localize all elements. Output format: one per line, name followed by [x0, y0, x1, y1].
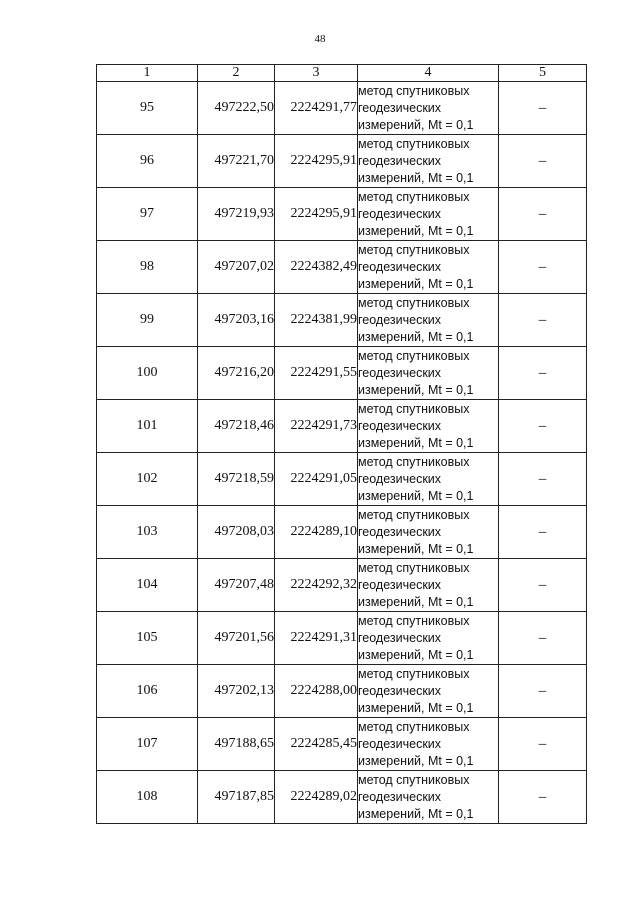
method-cell: [358, 400, 499, 453]
method-line-3: измерений, Mt = 0,1: [358, 700, 474, 715]
x-coordinate-cell: 497207,48: [198, 559, 275, 612]
table-row: [97, 453, 587, 506]
table-row: [97, 559, 587, 612]
method-cell: [358, 188, 499, 241]
y-coordinate-cell: 2224288,00: [275, 665, 358, 718]
method-line-3: измерений, Mt = 0,1: [358, 435, 474, 450]
y-coordinate-cell: 2224382,49: [275, 241, 358, 294]
table-row: [97, 188, 587, 241]
x-coordinate-cell: 497203,16: [198, 294, 275, 347]
table-row: [97, 665, 587, 718]
method-line-3: измерений, Mt = 0,1: [358, 276, 474, 291]
table-row: [97, 241, 587, 294]
table-row: [97, 400, 587, 453]
table-row: [97, 506, 587, 559]
note-cell: –: [499, 559, 587, 612]
x-coordinate-cell: 497207,02: [198, 241, 275, 294]
note-cell: –: [499, 718, 587, 771]
method-line-2: геодезических: [358, 206, 442, 221]
method-line-1: метод спутниковых: [358, 507, 470, 522]
table-row: [97, 347, 587, 400]
method-line-1: метод спутниковых: [358, 401, 470, 416]
method-cell: [358, 347, 499, 400]
method-line-1: метод спутниковых: [358, 189, 470, 204]
note-cell: –: [499, 665, 587, 718]
point-number-cell: 96: [97, 135, 198, 188]
method-line-2: геодезических: [358, 683, 442, 698]
note-cell: –: [499, 771, 587, 824]
method-line-2: геодезических: [358, 630, 442, 645]
method-line-2: геодезических: [358, 365, 442, 380]
method-line-2: геодезических: [358, 153, 442, 168]
point-number-cell: 107: [97, 718, 198, 771]
x-coordinate-cell: 497221,70: [198, 135, 275, 188]
method-line-3: измерений, Mt = 0,1: [358, 647, 474, 662]
table-row: [97, 771, 587, 824]
note-cell: –: [499, 241, 587, 294]
method-line-1: метод спутниковых: [358, 666, 470, 681]
method-line-2: геодезических: [358, 100, 442, 115]
x-coordinate-cell: 497216,20: [198, 347, 275, 400]
x-coordinate-cell: 497222,50: [198, 82, 275, 135]
method-line-3: измерений, Mt = 0,1: [358, 594, 474, 609]
note-cell: –: [499, 400, 587, 453]
method-cell: [358, 453, 499, 506]
method-line-2: геодезических: [358, 524, 442, 539]
y-coordinate-cell: 2224292,32: [275, 559, 358, 612]
method-line-3: измерений, Mt = 0,1: [358, 170, 474, 185]
method-cell: [358, 135, 499, 188]
y-coordinate-cell: 2224289,10: [275, 506, 358, 559]
note-cell: –: [499, 347, 587, 400]
column-header-1: 1: [97, 65, 198, 82]
column-header-5: 5: [499, 65, 587, 82]
x-coordinate-cell: 497201,56: [198, 612, 275, 665]
method-cell: [358, 612, 499, 665]
method-line-2: геодезических: [358, 789, 442, 804]
note-cell: –: [499, 82, 587, 135]
table-body: [97, 82, 587, 824]
method-line-2: геодезических: [358, 577, 442, 592]
method-line-1: метод спутниковых: [358, 772, 470, 787]
y-coordinate-cell: 2224285,45: [275, 718, 358, 771]
x-coordinate-cell: 497219,93: [198, 188, 275, 241]
method-line-1: метод спутниковых: [358, 295, 470, 310]
x-coordinate-cell: 497218,46: [198, 400, 275, 453]
x-coordinate-cell: 497188,65: [198, 718, 275, 771]
method-line-2: геодезических: [358, 418, 442, 433]
method-line-2: геодезических: [358, 312, 442, 327]
x-coordinate-cell: 497187,85: [198, 771, 275, 824]
method-cell: [358, 241, 499, 294]
method-cell: [358, 506, 499, 559]
x-coordinate-cell: 497218,59: [198, 453, 275, 506]
point-number-cell: 105: [97, 612, 198, 665]
y-coordinate-cell: 2224295,91: [275, 135, 358, 188]
point-number-cell: 108: [97, 771, 198, 824]
point-number-cell: 95: [97, 82, 198, 135]
method-line-1: метод спутниковых: [358, 613, 470, 628]
method-line-1: метод спутниковых: [358, 242, 470, 257]
note-cell: –: [499, 135, 587, 188]
y-coordinate-cell: 2224291,31: [275, 612, 358, 665]
method-line-2: геодезических: [358, 471, 442, 486]
point-number-cell: 100: [97, 347, 198, 400]
x-coordinate-cell: 497202,13: [198, 665, 275, 718]
y-coordinate-cell: 2224291,73: [275, 400, 358, 453]
method-line-1: метод спутниковых: [358, 454, 470, 469]
method-line-3: измерений, Mt = 0,1: [358, 329, 474, 344]
coordinates-table: [96, 64, 587, 824]
point-number-cell: 106: [97, 665, 198, 718]
point-number-cell: 98: [97, 241, 198, 294]
table-row: [97, 612, 587, 665]
y-coordinate-cell: 2224291,55: [275, 347, 358, 400]
point-number-cell: 101: [97, 400, 198, 453]
y-coordinate-cell: 2224291,05: [275, 453, 358, 506]
note-cell: –: [499, 188, 587, 241]
point-number-cell: 99: [97, 294, 198, 347]
method-cell: [358, 718, 499, 771]
method-line-3: измерений, Mt = 0,1: [358, 117, 474, 132]
method-line-3: измерений, Mt = 0,1: [358, 806, 474, 821]
point-number-cell: 102: [97, 453, 198, 506]
method-cell: [358, 665, 499, 718]
column-header-4: 4: [358, 65, 499, 82]
y-coordinate-cell: 2224291,77: [275, 82, 358, 135]
method-line-3: измерений, Mt = 0,1: [358, 223, 474, 238]
point-number-cell: 104: [97, 559, 198, 612]
method-line-3: измерений, Mt = 0,1: [358, 541, 474, 556]
method-line-3: измерений, Mt = 0,1: [358, 753, 474, 768]
method-cell: [358, 82, 499, 135]
method-line-3: измерений, Mt = 0,1: [358, 382, 474, 397]
y-coordinate-cell: 2224289,02: [275, 771, 358, 824]
table-header-row: [97, 65, 587, 82]
method-line-2: геодезических: [358, 736, 442, 751]
table-row: [97, 82, 587, 135]
method-line-3: измерений, Mt = 0,1: [358, 488, 474, 503]
page-number: 48: [314, 33, 326, 45]
column-header-2: 2: [198, 65, 275, 82]
y-coordinate-cell: 2224381,99: [275, 294, 358, 347]
x-coordinate-cell: 497208,03: [198, 506, 275, 559]
note-cell: –: [499, 506, 587, 559]
method-line-1: метод спутниковых: [358, 560, 470, 575]
method-line-1: метод спутниковых: [358, 136, 470, 151]
note-cell: –: [499, 453, 587, 506]
method-cell: [358, 771, 499, 824]
y-coordinate-cell: 2224295,91: [275, 188, 358, 241]
note-cell: –: [499, 294, 587, 347]
column-header-3: 3: [275, 65, 358, 82]
method-line-1: метод спутниковых: [358, 719, 470, 734]
method-cell: [358, 294, 499, 347]
table-row: [97, 294, 587, 347]
method-cell: [358, 559, 499, 612]
method-line-1: метод спутниковых: [358, 348, 470, 363]
point-number-cell: 103: [97, 506, 198, 559]
point-number-cell: 97: [97, 188, 198, 241]
note-cell: –: [499, 612, 587, 665]
method-line-2: геодезических: [358, 259, 442, 274]
table-row: [97, 135, 587, 188]
table-row: [97, 718, 587, 771]
method-line-1: метод спутниковых: [358, 83, 470, 98]
